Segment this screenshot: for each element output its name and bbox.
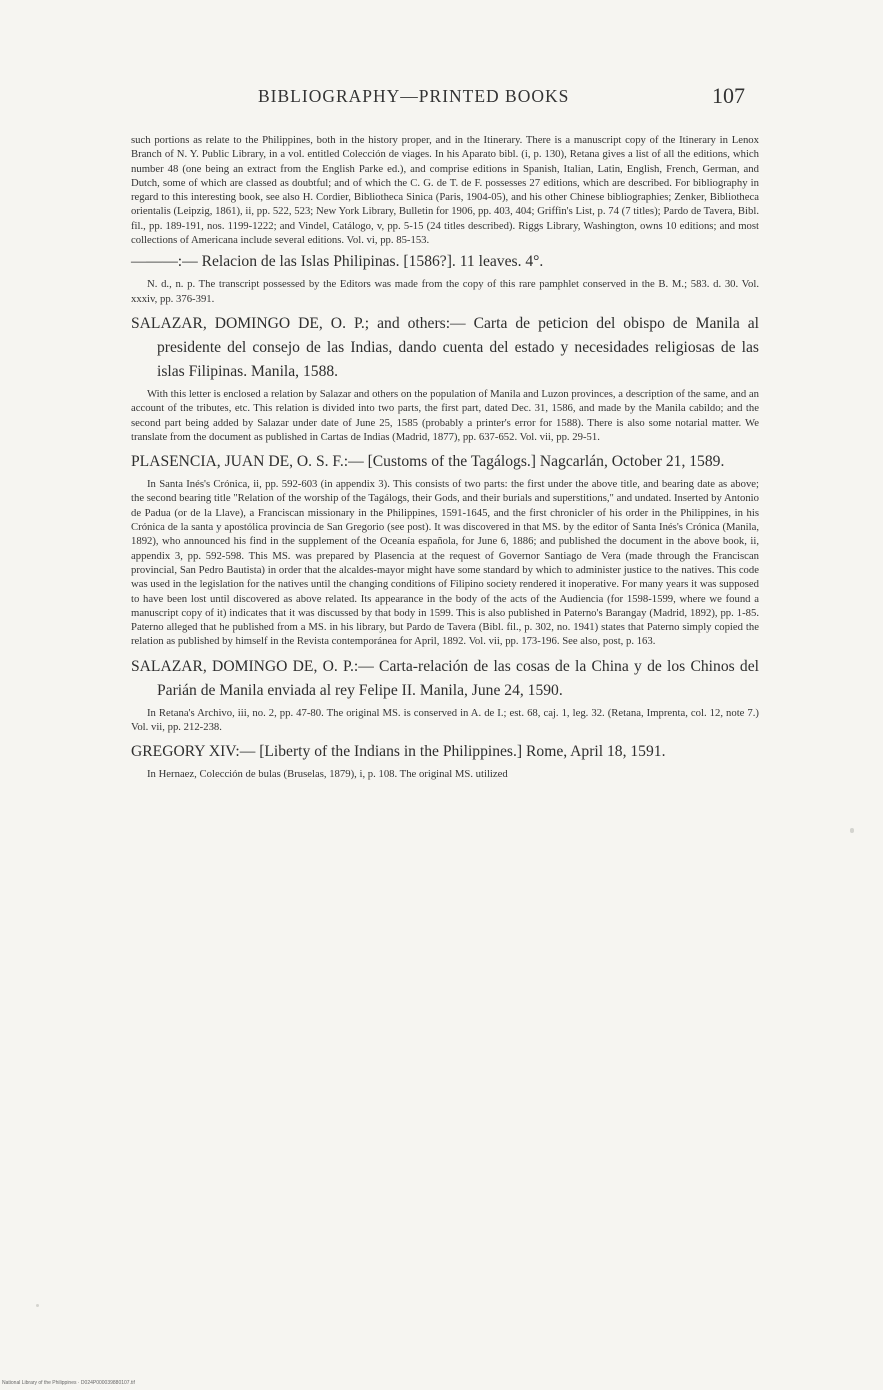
page-number: 107 xyxy=(712,83,745,108)
entry-salazar-1588-title: SALAZAR, DOMINGO DE, O. P.; and others:— Carta de peticion del obispo de Manila al presidente del consejo de las Indias, dando cuenta del estado y necesidades religiosas de las islas Filipinas. Manila, 1588. xyxy=(131,314,759,380)
paper-speck xyxy=(850,828,854,833)
entry-plasencia-title: PLASENCIA, JUAN DE, O. S. F.:— [Customs of the Tagálogs.] Nagcarlán, October 21, 1589. xyxy=(131,453,725,471)
entry-salazar-1590-title: SALAZAR, DOMINGO DE, O. P.:— Carta-relación de las cosas de la China y de los Chinos del Parián de Manila enviada al rey Felipe II. Manila, June 24, 1590. xyxy=(131,657,759,699)
scan-credit: National Library of the Philippines · D024P000039880107.tif xyxy=(2,1380,135,1386)
entry-plasencia-note: In Santa Inés's Crónica, ii, pp. 592-603 (in appendix 3). This consists of two parts: the first under the above title, and bearing date as above; the second bearing title "Relation of the worship of the Tagálogs, their Gods, and their burials and superstitions," and undated. Inserted by Antonio de Padua (or de la Llave), a Franciscan missionary in the Philippines, 1591-1645, and the first chronicler of his order in the Philippines, in his Crónica de la santa y apostólica provincia de San Gregorio (see post). It was discovered in that MS. by the editor of Santa Inés's Crónica (Manila, 1892), who announced his find in the supplement of the Oceanía española, for June 6, 1886; and published the document in the above book, ii, appendix 3, pp. 592-598. This MS. was prepared by Plasencia at the request of Governor Santiago de Vera (made through the Franciscan provincial, San Pedro Bautista) in order that the alcaldes-mayor might have some standard by which to administer justice to the natives. This code was used in the legislation for the natives until the changing conditions of Filipino society rendered it inoperative. For many years it was supposed to have been lost until discovered as above related. Its appearance in the body of the acts of the Audiencia (for 1598-1599, where we found a manuscript copy of it) indicates that it was discussed by that body in 1599. This is also published in Paterno's Barangay (Madrid, 1892), pp. 1-85. Paterno alleged that he published from a MS. in his library, but Pardo de Tavera (Bibl. fil., p. 302, no. 1941) states that Paterno simply copied the relation as published by himself in the Revista contemporánea for April, 1892. Vol. vii, pp. 173-196. See also, post, p. 163. xyxy=(131,478,759,648)
entry-salazar-1588-note: With this letter is enclosed a relation by Salazar and others on the population of Manila and Luzon provinces, a description of the same, and an account of the tributes, etc. This relation is divided into two parts, the first part, dated Dec. 31, 1586, and made by the Manila cabildo; and the second part being added by Salazar under date of June 25, 1585 (probably a printer's error for 1588). There is also some notarial matter. We translate from the document as published in Cartas de Indias (Madrid, 1877), pp. 637-652. Vol. vii, pp. 29-51. xyxy=(131,387,759,443)
entry-gregory-title: GREGORY XIV:— [Liberty of the Indians in the Philippines.] Rome, April 18, 1591. xyxy=(131,743,666,761)
page-body xyxy=(131,133,759,782)
entry-salazar-1590-note: In Retana's Archivo, iii, no. 2, pp. 47-80. The original MS. is conserved in A. de I.; est. 68, caj. 1, leg. 32. (Retana, Imprenta, col. 12, note 7.) Vol. vii, pp. 212-238. xyxy=(131,706,759,734)
running-title: BIBLIOGRAPHY—PRINTED BOOKS xyxy=(258,86,570,106)
entry-gregory-note: In Hernaez, Colección de bulas (Bruselas, 1879), i, p. 108. The original MS. utilized xyxy=(147,768,508,781)
paper-speck xyxy=(36,1304,39,1307)
entry-relacion-note: N. d., n. p. The transcript possessed by the Editors was made from the copy of this rare pamphlet conserved in the B. M.; 583. d. 30. Vol. xxxiv, pp. 376-391. xyxy=(131,278,759,305)
entry-relacion-title: ———:— Relacion de las Islas Philipinas. [1586?]. 11 leaves. 4°. xyxy=(131,253,544,271)
continued-paragraph: such portions as relate to the Philippines, both in the history proper, and in the Itinerary. There is a manuscript copy of the Itinerary in Lenox Branch of N. Y. Public Library, in a vol. entitled Colección de viages. In his Aparato bibl. (i, p. 130), Retana gives a list of all the editions, which number 48 (one being an extract from the English Parke ed.), and comprise editions in Spanish, Italian, Latin, English, French, German, and Dutch, some of which are classed as doubtful; and of which the C. G. de T. de F. possesses 27 editions, which are described. For bibliography in regard to this interesting book, see also H. Cordier, Bibliotheca Sinica (Paris, 1904-05), and his other Chinese bibliographies; Zenker, Bibliotheca orientalis (Leipzig, 1861), ii, pp. 522, 523; New York Library, Bulletin for 1906, pp. 403, 404; Griffin's List, p. 74 (7 titles); Pardo de Tavera, Bibl. fil., pp. 189-191, nos. 1199-1222; and Vindel, Catálogo, v, pp. 5-15 (24 titles described). Riggs Library, Washington, owns 10 editions; and most collections of Americana include several editions. Vol. vi, pp. 85-153. xyxy=(131,134,759,247)
page-header xyxy=(0,83,883,116)
